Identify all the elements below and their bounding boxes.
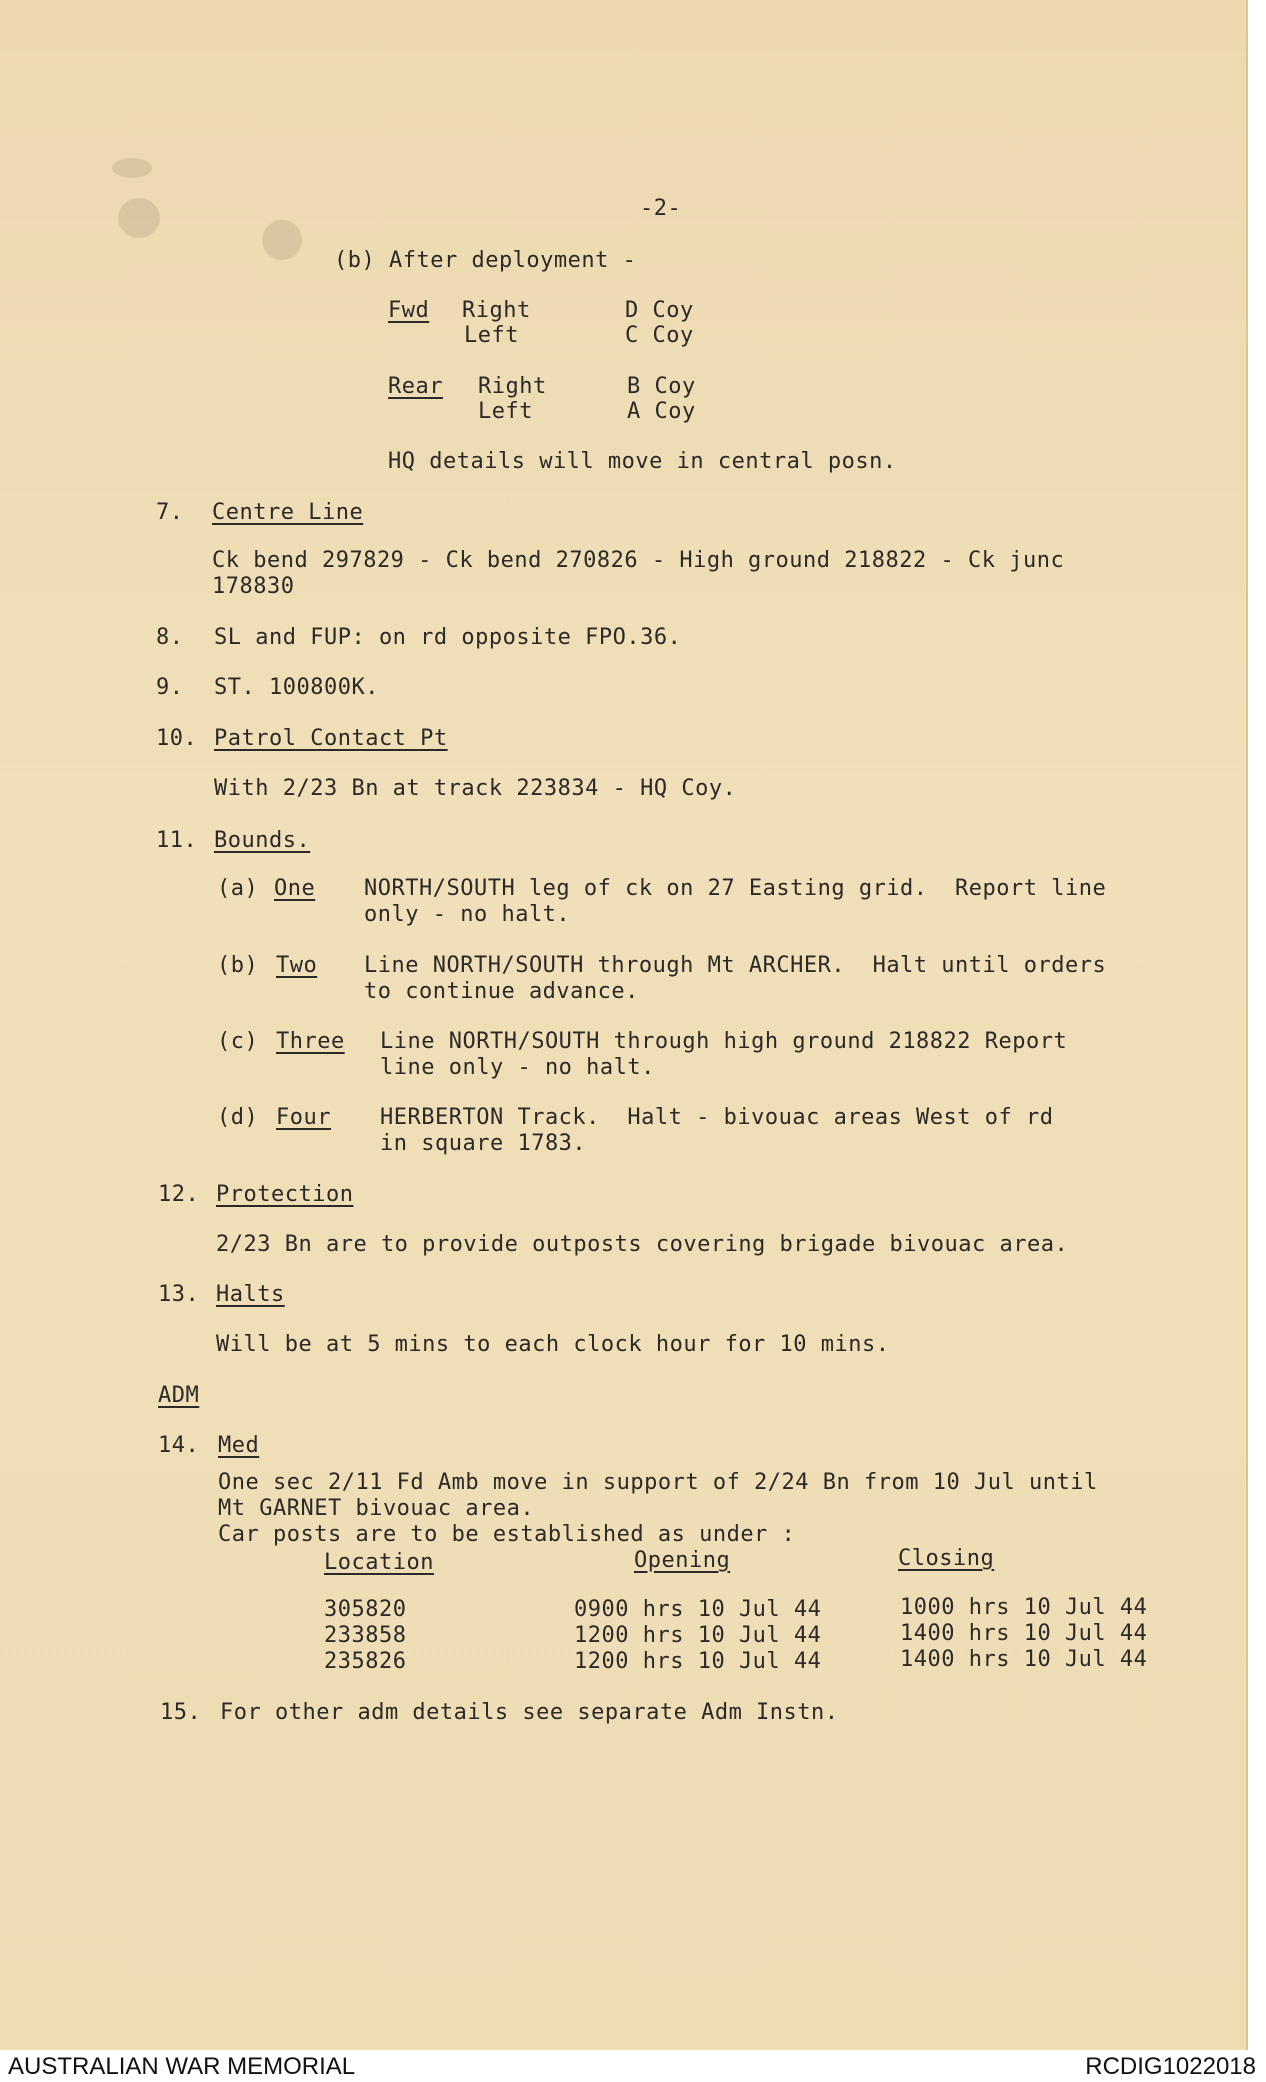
car-post-location: 235826: [324, 1649, 407, 1674]
car-posts-header-closing: Closing: [898, 1546, 995, 1571]
deploy-pos-fwd: Fwd: [388, 298, 430, 323]
para-11-title: Bounds.: [214, 828, 311, 853]
car-post-closing: 1400 hrs 10 Jul 44: [900, 1621, 1148, 1646]
bound-text: Line NORTH/SOUTH through high ground 218822 Report: [380, 1029, 1068, 1054]
para-7-line: Ck bend 297829 - Ck bend 270826 - High ground 218822 - Ck junc: [212, 548, 1065, 573]
car-post-opening: 1200 hrs 10 Jul 44: [574, 1649, 822, 1674]
bound-label: (d): [217, 1105, 259, 1130]
deploy-side: Left: [464, 323, 519, 348]
car-post-opening: 1200 hrs 10 Jul 44: [574, 1623, 822, 1648]
para-8-number: 8.: [156, 625, 184, 650]
bound-label: (b): [217, 953, 259, 978]
ink-smudge: [118, 198, 160, 238]
hq-note: HQ details will move in central posn.: [388, 449, 897, 474]
page-number: -2-: [640, 196, 682, 221]
section-b-heading: (b) After deployment -: [334, 248, 637, 273]
bound-text: line only - no halt.: [380, 1055, 655, 1080]
bound-text: in square 1783.: [380, 1131, 587, 1156]
ink-smudge: [112, 158, 152, 178]
deploy-coy: A Coy: [627, 399, 696, 424]
car-post-closing: 1400 hrs 10 Jul 44: [900, 1647, 1148, 1672]
footer-id: RCDIG1022018: [1085, 2053, 1256, 2080]
para-14-line: Mt GARNET bivouac area.: [218, 1496, 535, 1521]
para-14-line: Car posts are to be established as under :: [218, 1522, 796, 1547]
para-12-title: Protection: [216, 1182, 354, 1207]
deploy-side: Left: [478, 399, 533, 424]
para-8-text: SL and FUP: on rd opposite FPO.36.: [214, 625, 682, 650]
para-14-line: One sec 2/11 Fd Amb move in support of 2/24 Bn from 10 Jul until: [218, 1470, 1098, 1495]
deploy-side: Right: [462, 298, 531, 323]
para-10-title: Patrol Contact Pt: [214, 726, 448, 751]
para-7-number: 7.: [156, 500, 184, 525]
para-14-number: 14.: [158, 1433, 200, 1458]
bound-text: NORTH/SOUTH leg of ck on 27 Easting grid. Report line: [364, 876, 1107, 901]
car-posts-header-location: Location: [324, 1550, 434, 1575]
car-post-closing: 1000 hrs 10 Jul 44: [900, 1595, 1148, 1620]
bound-name: One: [274, 876, 316, 901]
bound-text: HERBERTON Track. Halt - bivouac areas West of rd: [380, 1105, 1054, 1130]
para-12-number: 12.: [158, 1182, 200, 1207]
deploy-side: Right: [478, 374, 547, 399]
bound-text: Line NORTH/SOUTH through Mt ARCHER. Halt until orders: [364, 953, 1107, 978]
para-7-title: Centre Line: [212, 500, 364, 525]
para-9-text: ST. 100800K.: [214, 675, 379, 700]
bound-text: to continue advance.: [364, 979, 639, 1004]
bound-text: only - no halt.: [364, 902, 571, 927]
para-15-text: For other adm details see separate Adm Instn.: [220, 1700, 839, 1725]
bound-label: (a): [217, 876, 259, 901]
para-13-number: 13.: [158, 1282, 200, 1307]
adm-heading: ADM: [158, 1383, 200, 1408]
para-14-title: Med: [218, 1433, 260, 1458]
para-10-number: 10.: [156, 726, 198, 751]
para-7-line: 178830: [212, 574, 295, 599]
car-post-location: 305820: [324, 1597, 407, 1622]
car-post-opening: 0900 hrs 10 Jul 44: [574, 1597, 822, 1622]
deploy-coy: C Coy: [625, 323, 694, 348]
deploy-coy: B Coy: [627, 374, 696, 399]
ink-smudge: [262, 220, 302, 260]
para-15-number: 15.: [160, 1700, 202, 1725]
bound-label: (c): [217, 1029, 259, 1054]
bound-name: Four: [276, 1105, 331, 1130]
para-13-title: Halts: [216, 1282, 285, 1307]
deploy-coy: D Coy: [625, 298, 694, 323]
para-9-number: 9.: [156, 675, 184, 700]
para-10-text: With 2/23 Bn at track 223834 - HQ Coy.: [214, 776, 737, 801]
para-11-number: 11.: [156, 828, 198, 853]
car-post-location: 233858: [324, 1623, 407, 1648]
para-12-text: 2/23 Bn are to provide outposts covering brigade bivouac area.: [216, 1232, 1069, 1257]
car-posts-header-opening: Opening: [634, 1548, 731, 1573]
bound-name: Two: [276, 953, 318, 978]
deploy-pos-rear: Rear: [388, 374, 443, 399]
bound-name: Three: [276, 1029, 345, 1054]
archive-footer: [0, 2050, 1266, 2082]
footer-source: AUSTRALIAN WAR MEMORIAL: [8, 2053, 356, 2080]
para-13-text: Will be at 5 mins to each clock hour for 10 mins.: [216, 1332, 890, 1357]
